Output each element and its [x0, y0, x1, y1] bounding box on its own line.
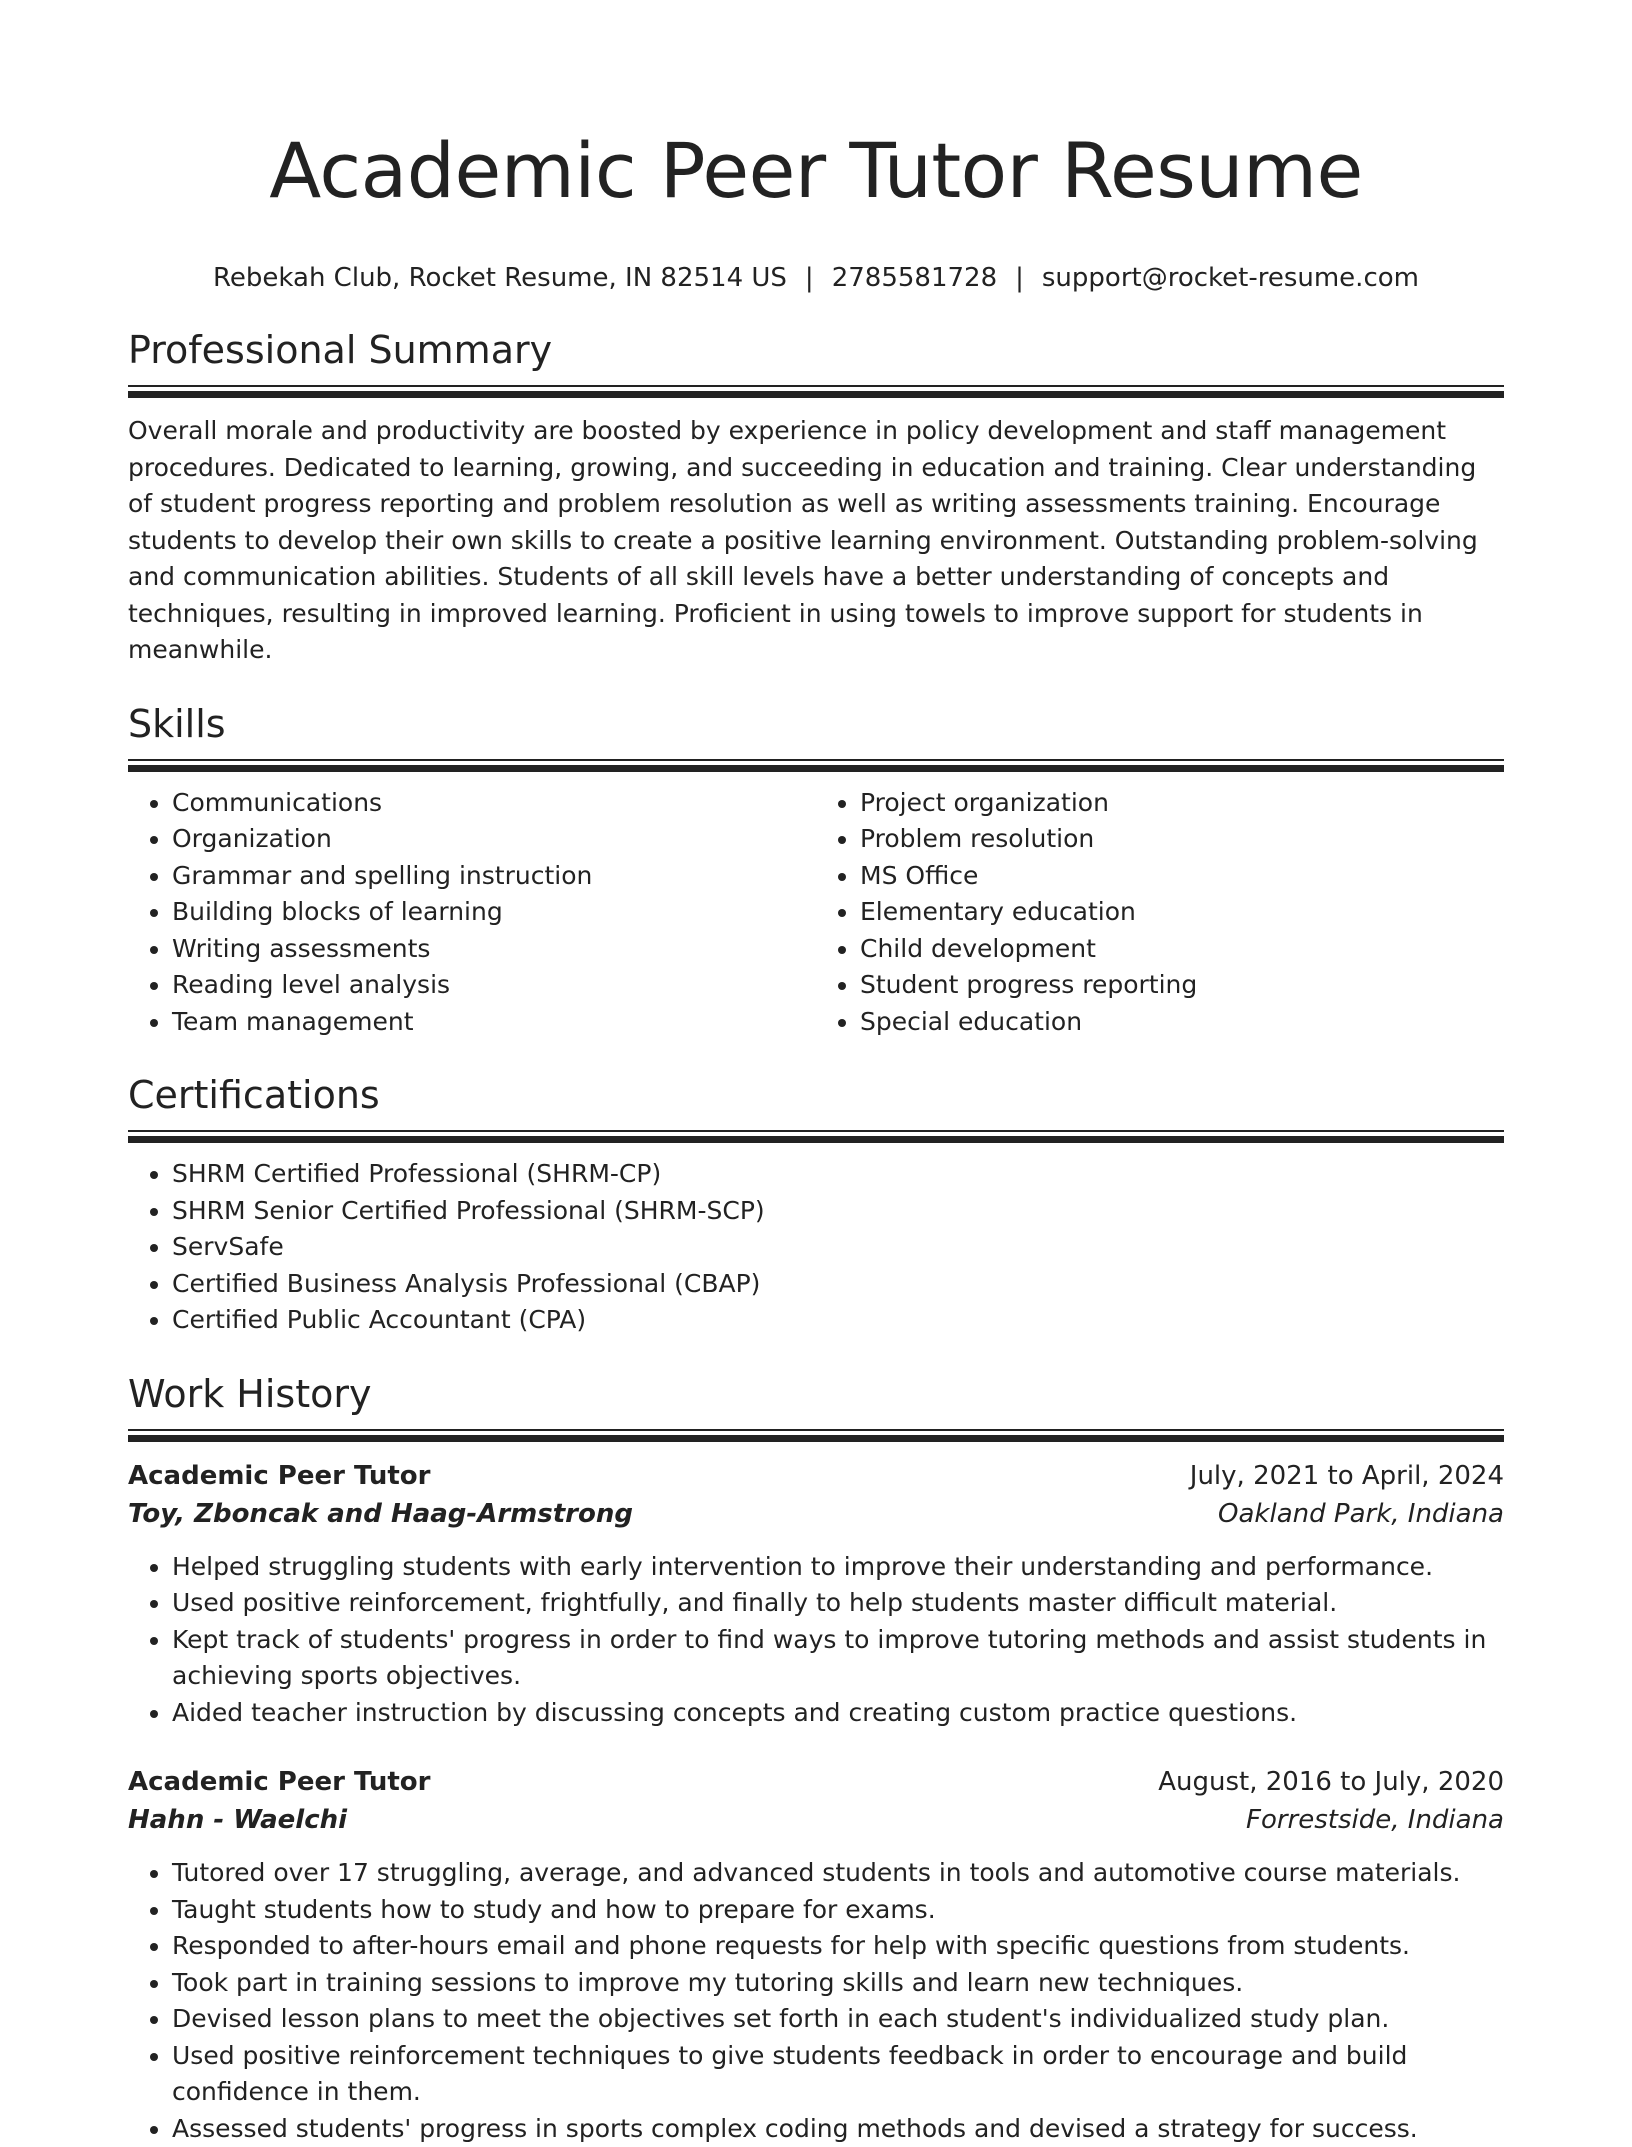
certification-item: • ServSafe	[172, 1229, 1504, 1266]
job-dates: August, 2016 to July, 2020	[1158, 1763, 1504, 1801]
section-divider	[128, 759, 1504, 773]
job-title: Academic Peer Tutor	[128, 1457, 431, 1495]
section-professional-summary	[128, 325, 1504, 669]
job-bullet: • Taught students how to study and how to prepare for exams.	[172, 1892, 1504, 1929]
contact-address: Rebekah Club, Rocket Resume, IN 82514 US	[213, 263, 787, 293]
skill-item: • Team management	[172, 1004, 816, 1041]
job-bullet: • Tutored over 17 struggling, average, and advanced students in tools and automotive course materials.	[172, 1855, 1504, 1892]
skill-item: • Building blocks of learning	[172, 894, 816, 931]
certifications-list	[128, 1156, 1504, 1339]
job-location: Oakland Park, Indiana	[1218, 1495, 1504, 1533]
skill-item: • Writing assessments	[172, 931, 816, 968]
certification-item: • Certified Business Analysis Professional (CBAP)	[172, 1266, 1504, 1303]
contact-separator: |	[997, 263, 1042, 293]
skill-item: • Problem resolution	[860, 821, 1504, 858]
job-location: Forrestside, Indiana	[1246, 1801, 1504, 1839]
job-company-row	[128, 1801, 1504, 1839]
skill-item: • Child development	[860, 931, 1504, 968]
section-heading: Certifications	[128, 1070, 1504, 1120]
job-company: Hahn - Waelchi	[128, 1801, 347, 1839]
section-divider	[128, 385, 1504, 399]
skill-item: • Organization	[172, 821, 816, 858]
section-certifications	[128, 1070, 1504, 1339]
section-divider	[128, 1429, 1504, 1443]
section-heading: Work History	[128, 1369, 1504, 1419]
certification-item: • SHRM Senior Certified Professional (SHRM-SCP)	[172, 1193, 1504, 1230]
skill-item: • Grammar and spelling instruction	[172, 858, 816, 895]
skills-list-left	[128, 785, 816, 1041]
job-bullet: • Devised lesson plans to meet the objectives set forth in each student's individualized study plan.	[172, 2001, 1504, 2038]
skill-item: • Elementary education	[860, 894, 1504, 931]
certification-item: • SHRM Certified Professional (SHRM-CP)	[172, 1156, 1504, 1193]
job-bullet: • Aided teacher instruction by discussing concepts and creating custom practice questions.	[172, 1695, 1504, 1732]
section-work-history	[128, 1369, 1504, 2147]
resume-title: Academic Peer Tutor Resume	[128, 0, 1504, 219]
section-skills	[128, 699, 1504, 1041]
job-header-row	[128, 1763, 1504, 1801]
job-bullet: • Helped struggling students with early intervention to improve their understanding and performance.	[172, 1549, 1504, 1586]
job-bullet: • Assessed students' progress in sports complex coding methods and devised a strategy for success.	[172, 2111, 1504, 2147]
contact-phone: 2785581728	[832, 263, 997, 293]
job-bullets	[128, 1549, 1504, 1732]
skill-item: • Communications	[172, 785, 816, 822]
skill-item: • Student progress reporting	[860, 967, 1504, 1004]
skills-list-right	[816, 785, 1504, 1041]
contact-line	[128, 261, 1504, 295]
job-entry	[128, 1457, 1504, 1732]
job-company-row	[128, 1495, 1504, 1533]
section-divider	[128, 1130, 1504, 1144]
skill-item: • MS Office	[860, 858, 1504, 895]
job-bullet: • Responded to after-hours email and phone requests for help with specific questions from students.	[172, 1928, 1504, 1965]
job-bullets	[128, 1855, 1504, 2147]
job-title: Academic Peer Tutor	[128, 1763, 431, 1801]
certification-item: • Certified Public Accountant (CPA)	[172, 1302, 1504, 1339]
summary-text: Overall morale and productivity are boosted by experience in policy development and staff management procedures. Dedicated to learning, growing, and succeeding in education and training. Clear understanding of student progress reporting and problem resolution as well as writing assessments training. Encourage students to develop their own skills to create a positive learning environment. Outstanding problem-solving and communication abilities. Students of all skill levels have a better understanding of concepts and techniques, resulting in improved learning. Proficient in using towels to improve support for students in meanwhile.	[128, 413, 1504, 669]
job-header-row	[128, 1457, 1504, 1495]
job-bullet: • Kept track of students' progress in order to find ways to improve tutoring methods and assist students in achieving sports objectives.	[172, 1622, 1504, 1695]
section-heading: Skills	[128, 699, 1504, 749]
job-bullet: • Used positive reinforcement, frightfully, and finally to help students master difficult material.	[172, 1585, 1504, 1622]
section-heading: Professional Summary	[128, 325, 1504, 375]
contact-separator: |	[787, 263, 832, 293]
skills-columns	[128, 785, 1504, 1041]
skill-item: • Reading level analysis	[172, 967, 816, 1004]
skill-item: • Special education	[860, 1004, 1504, 1041]
contact-email[interactable]: support@rocket-resume.com	[1042, 263, 1419, 293]
job-company: Toy, Zboncak and Haag-Armstrong	[128, 1495, 633, 1533]
job-bullet: • Used positive reinforcement techniques to give students feedback in order to encourage and build confidence in them.	[172, 2038, 1504, 2111]
job-bullet: • Took part in training sessions to improve my tutoring skills and learn new techniques.	[172, 1965, 1504, 2002]
job-entry	[128, 1763, 1504, 2147]
skill-item: • Project organization	[860, 785, 1504, 822]
job-dates: July, 2021 to April, 2024	[1190, 1457, 1504, 1495]
